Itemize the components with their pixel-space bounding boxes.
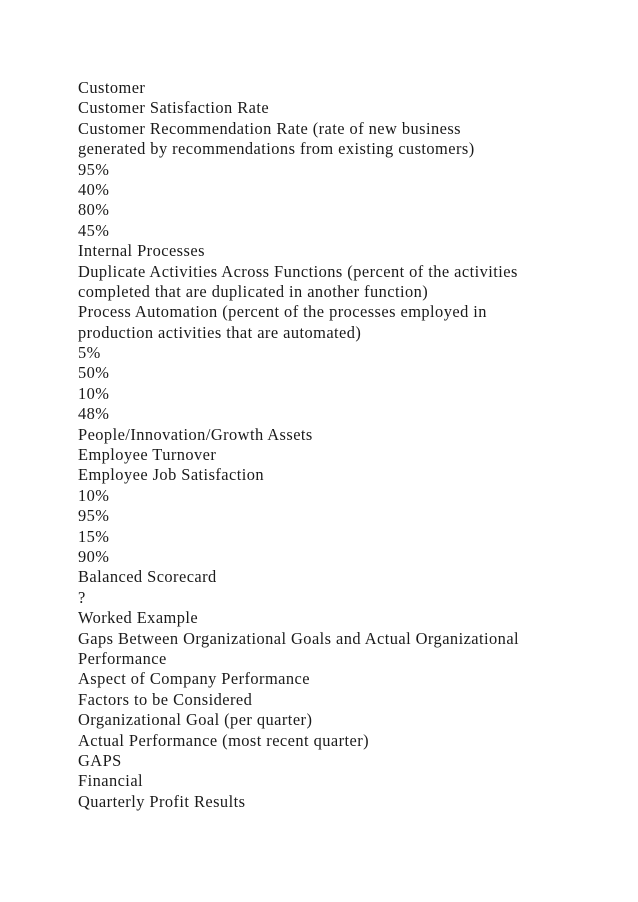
text-line: ? <box>78 587 86 607</box>
text-line: production activities that are automated) <box>78 322 362 342</box>
value-line: 10% <box>78 485 110 505</box>
section-heading-people-growth: People/Innovation/Growth Assets <box>78 424 313 444</box>
text-line: Customer Satisfaction Rate <box>78 98 270 118</box>
text-line: Customer Recommendation Rate (rate of new business <box>78 118 462 138</box>
column-header: Actual Performance (most recent quarter) <box>78 730 370 750</box>
text-line: generated by recommendations from existing customers) <box>78 139 475 159</box>
text-line: Employee Turnover <box>78 445 217 465</box>
heading-worked-example: Worked Example <box>78 608 199 628</box>
value-line: 48% <box>78 404 110 424</box>
value-line: 80% <box>78 200 110 220</box>
section-heading-internal-processes: Internal Processes <box>78 241 205 261</box>
column-header: Organizational Goal (per quarter) <box>78 710 313 730</box>
value-line: 15% <box>78 526 110 546</box>
text-line: Employee Job Satisfaction <box>78 465 265 485</box>
value-line: 5% <box>78 343 101 363</box>
value-line: 95% <box>78 506 110 526</box>
text-line: Duplicate Activities Across Functions (percent of the activities <box>78 261 518 281</box>
text-line: Gaps Between Organizational Goals and Actual Organizational <box>78 628 520 648</box>
value-line: 90% <box>78 546 110 566</box>
column-header: Factors to be Considered <box>78 689 253 709</box>
value-line: 40% <box>78 179 110 199</box>
value-line: 10% <box>78 383 110 403</box>
text-line: completed that are duplicated in another function) <box>78 281 429 301</box>
value-line: 45% <box>78 220 110 240</box>
value-line: 95% <box>78 159 110 179</box>
heading-balanced-scorecard: Balanced Scorecard <box>78 567 217 587</box>
text-line: Performance <box>78 648 167 668</box>
section-heading-financial: Financial <box>78 771 144 791</box>
column-header: GAPS <box>78 750 122 770</box>
column-header: Aspect of Company Performance <box>78 669 310 689</box>
text-line: Quarterly Profit Results <box>78 791 246 811</box>
section-heading-customer: Customer <box>78 78 146 97</box>
text-line: Process Automation (percent of the processes employed in <box>78 302 487 322</box>
document-body <box>78 78 568 812</box>
value-line: 50% <box>78 363 110 383</box>
